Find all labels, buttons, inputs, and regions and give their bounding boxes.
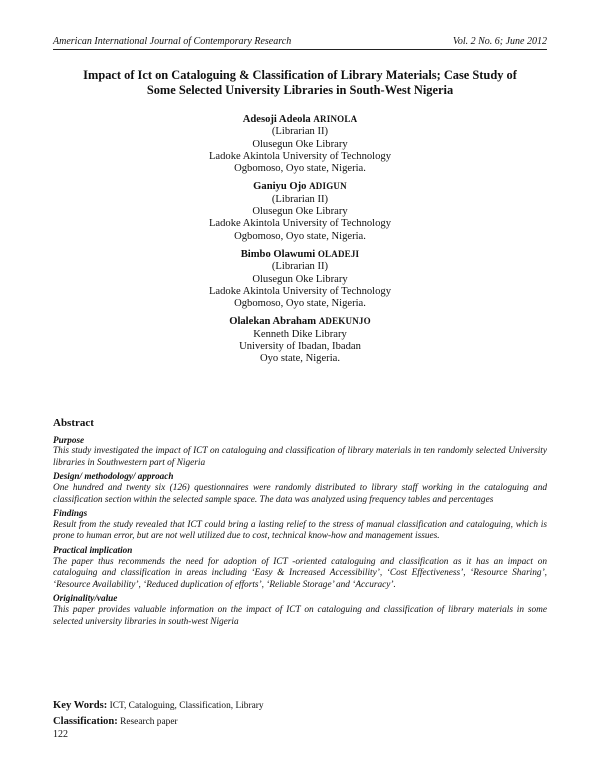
- author-role: (Librarian II): [271, 193, 329, 205]
- author-given-name: Olalekan Abraham: [229, 316, 317, 328]
- classification-label: Classification:: [53, 716, 118, 727]
- author-surname: ARINOLA: [313, 114, 358, 124]
- author-block: [53, 180, 547, 242]
- author-given-name: Adesoji Adeola: [242, 114, 311, 125]
- methodology-heading: Design/ methodology/ approach: [53, 471, 174, 482]
- author-library: Olusegun Oke Library: [252, 273, 348, 285]
- author-name: [53, 315, 547, 328]
- keywords-value: ICT, Cataloguing, Classification, Library: [109, 701, 264, 711]
- volume-info: Vol. 2 No. 6; June 2012: [452, 36, 547, 47]
- findings-heading: Findings: [53, 508, 88, 519]
- author-location: Oyo state, Nigeria.: [259, 353, 341, 365]
- purpose-heading: Purpose: [53, 434, 85, 445]
- author-surname: ADIGUN: [309, 181, 347, 192]
- running-header: [53, 36, 547, 47]
- author-given-name: Bimbo Olawumi: [240, 248, 316, 260]
- author-institution: Ladoke Akintola University of Technology: [208, 218, 392, 230]
- title-line-2: Some Selected University Libraries in South-West Nigeria: [146, 83, 454, 97]
- author-institution: Ladoke Akintola University of Technology: [208, 150, 392, 162]
- findings-text: Result from the study revealed that ICT could bring a lasting relief to the stress of manual classification and cataloguing, which is prone to human error, but are not well utilized due to cost, technical know-how and management issues.: [53, 519, 547, 542]
- author-location: Ogbomoso, Oyo state, Nigeria.: [234, 298, 366, 310]
- keywords-label: Key Words:: [53, 700, 108, 711]
- abstract-section: [53, 418, 547, 628]
- paper-title: [53, 68, 547, 98]
- author-institution: University of Ibadan, Ibadan: [239, 341, 361, 353]
- title-line-1: Impact of Ict on Cataloguing & Classification of Library Materials; Case Study of: [83, 68, 517, 82]
- classification-line: [53, 714, 547, 730]
- page-number: 122: [53, 729, 68, 740]
- author-library: Olusegun Oke Library: [252, 206, 348, 218]
- author-surname: OLADEJI: [317, 248, 360, 259]
- classification-value: Research paper: [120, 717, 178, 727]
- keywords-line: [53, 698, 547, 714]
- journal-name: American International Journal of Contemporary Research: [53, 36, 292, 47]
- header-rule: [53, 49, 547, 50]
- originality-heading: Originality/value: [53, 593, 118, 604]
- author-location: Ogbomoso, Oyo state, Nigeria.: [234, 163, 366, 175]
- author-surname: ADEKUNJO: [318, 316, 371, 327]
- practical-implication-heading: Practical implication: [53, 544, 133, 555]
- author-given-name: Ganiyu Ojo: [253, 181, 307, 193]
- author-location: Ogbomoso, Oyo state, Nigeria.: [234, 230, 366, 242]
- abstract-heading: Abstract: [53, 417, 94, 429]
- author-list: [53, 113, 547, 371]
- author-name: [53, 248, 547, 261]
- author-name: [53, 113, 547, 126]
- author-block: [53, 315, 547, 365]
- methodology-text: One hundred and twenty six (126) questionnaires were randomly distributed to library staff working in the cataloguing and classification section within the selected sample space. The data was analyzed using frequency tables and percentages: [53, 482, 547, 505]
- author-block: [53, 248, 547, 310]
- author-role: (Librarian II): [271, 126, 329, 138]
- author-block: [53, 113, 547, 175]
- author-institution: Ladoke Akintola University of Technology: [208, 285, 392, 297]
- author-library: Kenneth Dike Library: [253, 328, 347, 340]
- practical-implication-text: The paper thus recommends the need for adoption of ICT -oriented cataloguing and classification as it has an impact on cataloguing and classification in areas including ‘Easy & Increased Accessibility’, ‘Cost Effectiveness’, ‘Resource Sharing’, ‘Resource Availability’, ‘Reduced duplication of efforts’, ‘Reliable Storage’ and ‘Accuracy’.: [53, 556, 547, 590]
- keywords-block: [53, 698, 547, 730]
- author-library: Olusegun Oke Library: [252, 138, 348, 150]
- author-role: (Librarian II): [271, 261, 329, 273]
- purpose-text: This study investigated the impact of ICT on cataloguing and classification of library materials in ten randomly selected University libraries in Southwestern part of Nigeria: [53, 446, 547, 468]
- originality-text: This paper provides valuable information on the impact of ICT on cataloguing and classification of library materials in some selected university libraries in south-west Nigeria: [53, 604, 547, 627]
- author-name: [53, 180, 547, 193]
